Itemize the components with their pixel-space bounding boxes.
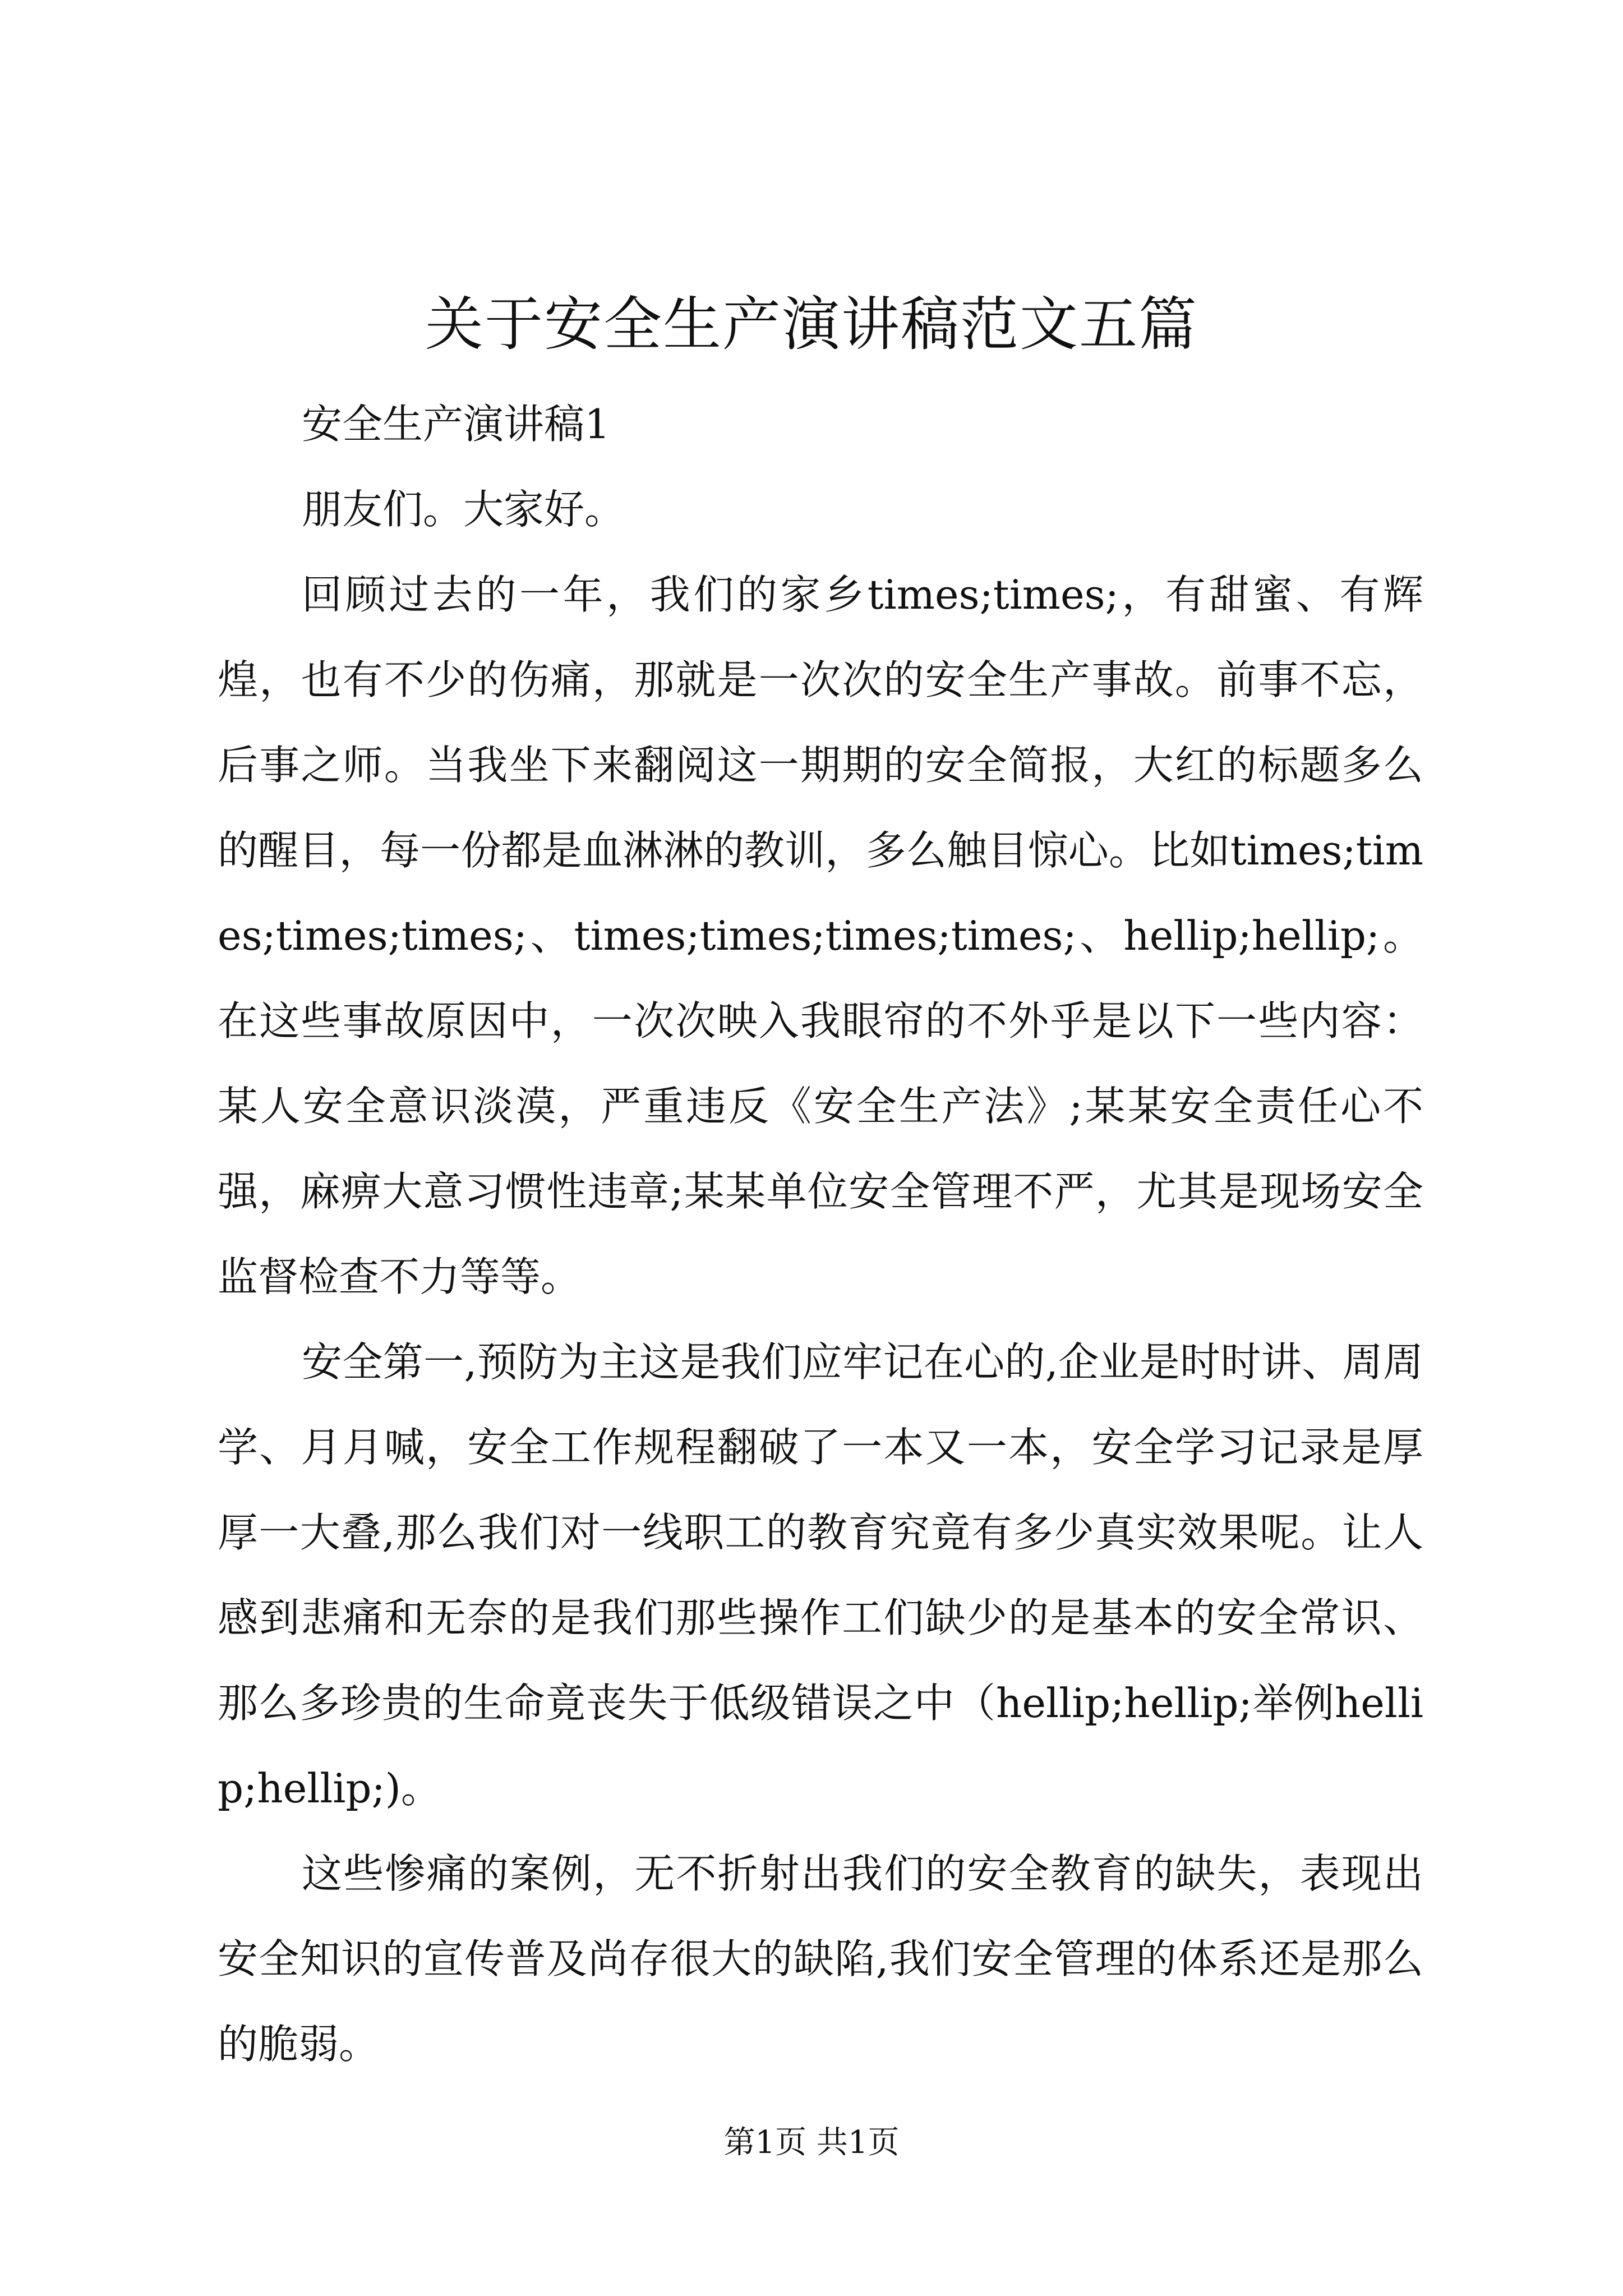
body-paragraph: 安全第一,预防为主这是我们应牢记在心的,企业是时时讲、周周学、月月喊，安全工作规程翻破了一本又一本，安全学习记录是厚厚一大叠,那么我们对一线职工的教育究竟有多少真实效果呢。让人感到悲痛和无奈的是我们那些操作工们缺少的是基本的安全常识、那么多珍贵的生命竟丧失于低级错误之中（hellip;hellip;举例hellip;hellip;)。 <box>218 1338 1423 1812</box>
body-paragraph: 回顾过去的一年，我们的家乡times;times;，有甜蜜、有辉煌，也有不少的伤痛，那就是一次次的安全生产事故。前事不忘，后事之师。当我坐下来翻阅这一期期的安全简报，大红的标题多么的醒目，每一份都是血淋淋的教训，多么触目惊心。比如times;times;times;times;、times;times;times;times;、hellip;hellip;。在这些事故原因中，一次次映入我眼帘的不外乎是以下一些内容：某人安全意识淡漠，严重违反《安全生产法》;某某安全责任心不强，麻痹大意习惯性违章;某某单位安全管理不严，尤其是现场安全监督检查不力等等。 <box>218 571 1423 1300</box>
document-body <box>218 381 1423 2087</box>
speech-heading: 安全生产演讲稿1 <box>302 401 610 448</box>
page-number-footer: 第1页 共1页 <box>723 2124 900 2161</box>
body-paragraph: 这些惨痛的案例，无不折射出我们的安全教育的缺失，表现出安全知识的宣传普及尚存很大的缺陷,我们安全管理的体系还是那么的脆弱。 <box>218 1850 1423 2068</box>
greeting-paragraph: 朋友们。大家好。 <box>302 486 625 533</box>
document-title: 关于安全生产演讲稿范文五篇 <box>425 290 1198 358</box>
